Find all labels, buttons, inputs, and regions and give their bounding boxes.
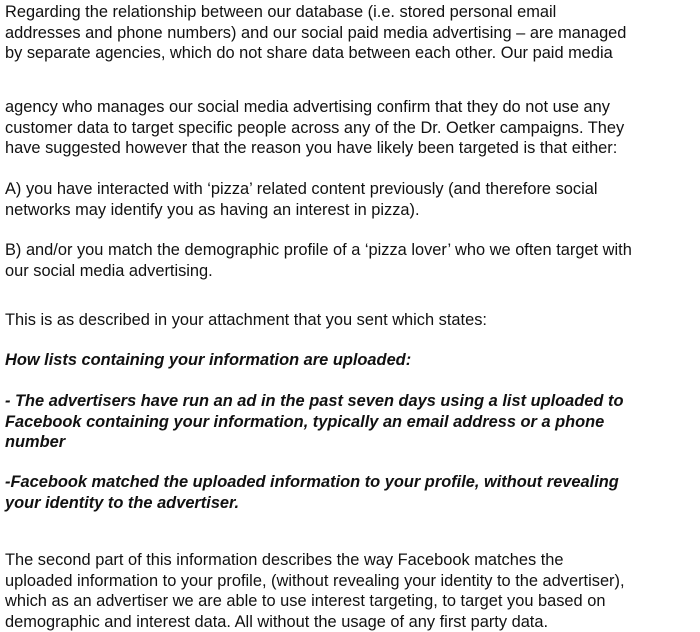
- text-line: demographic and interest data. All without the usage of any first party data.: [5, 612, 549, 631]
- text-line: Regarding the relationship between our database (i.e. stored personal email: [5, 3, 557, 21]
- quoted-item-profile-match: [5, 472, 619, 513]
- text-line: agency who manages our social media advertising confirm that they do not use any: [5, 98, 610, 116]
- paragraph-database-relationship: [5, 2, 626, 64]
- text-line: A) you have interacted with ‘pizza’ related content previously (and therefore social: [5, 180, 598, 198]
- text-line: by separate agencies, which do not share data between each other. Our paid media: [5, 44, 613, 62]
- paragraph-attachment-intro: [5, 310, 487, 331]
- quoted-heading: [5, 350, 411, 371]
- text-line: uploaded information to your profile, (without revealing your identity to the advertiser),: [5, 571, 625, 590]
- paragraph-reason-a: [5, 179, 598, 220]
- text-line: Facebook containing your information, typically an email address or a phone: [5, 412, 605, 431]
- text-line: The second part of this information describes the way Facebook matches the: [5, 551, 564, 569]
- paragraph-reason-b: [5, 240, 632, 281]
- text-line: which as an advertiser we are able to use interest targeting, to target you based on: [5, 592, 606, 610]
- text-line: number: [5, 433, 66, 451]
- text-line: your identity to the advertiser.: [5, 493, 240, 512]
- text-line: - The advertisers have run an ad in the past seven days using a list uploaded to: [5, 392, 624, 410]
- text-line: customer data to target specific people across any of the Dr. Oetker campaigns. They: [5, 118, 625, 137]
- text-line: our social media advertising.: [5, 261, 213, 280]
- text-line: -Facebook matched the uploaded information to your profile, without revealing: [5, 473, 619, 491]
- paragraph-second-part-explanation: [5, 550, 625, 632]
- text-line: This is as described in your attachment that you sent which states:: [5, 311, 487, 329]
- quoted-item-list-upload: [5, 391, 623, 453]
- paragraph-agency-confirmation: [5, 97, 624, 159]
- text-line: B) and/or you match the demographic profile of a ‘pizza lover’ who we often target with: [5, 241, 632, 259]
- text-line: addresses and phone numbers) and our social paid media advertising – are managed: [5, 23, 627, 42]
- text-line: How lists containing your information are uploaded:: [5, 351, 412, 369]
- text-line: have suggested however that the reason you have likely been targeted is that either:: [5, 139, 618, 157]
- text-line: networks may identify you as having an interest in pizza).: [5, 200, 420, 219]
